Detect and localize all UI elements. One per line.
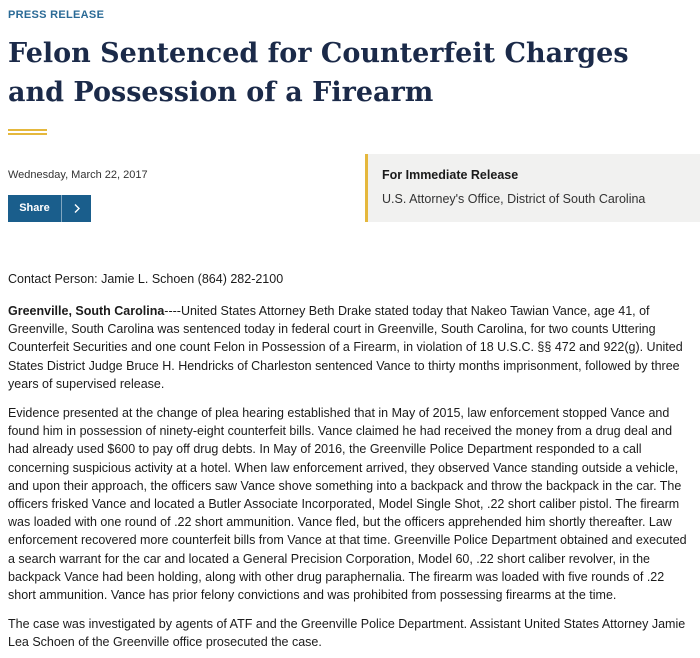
share-button[interactable] [8, 195, 91, 222]
body-paragraph-2: Evidence presented at the change of plea hearing established that in May of 2015, law enforcement stopped Vance and found him in possession of ninety-eight counterfeit bills. Vance claimed he had received the money from a drug deal and had already used $600 to pay off drug debts. In May of 2016, the Greenville Police Department responded to a call concerning suspicious activity at a hotel. When law enforcement arrived, they observed Vance standing outside a vehicle, and upon their approach, the officers saw Vance shove something into a backpack and throw the backpack in the car. The officers frisked Vance and located a Butler Associate Incorporated, Model Single Shot, .22 short caliber pistol. The firearm was loaded with one round of .22 short ammunition. Vance fled, but the officers apprehended him shortly thereafter. Law enforcement recovered more counterfeit bills from Vance at that time. Greenville Police Department obtained and executed a search warrant for the car and located a General Precision Corporation, Model 60, .22 short caliber revolver, in the backpack Vance had been holding, along with other drug paraphernalia. The firearm was loaded with five rounds of .22 short ammunition. Vance has prior felony convictions and was prohibited from possessing firearms at the time. [8, 406, 687, 603]
page-title: Felon Sentenced for Counterfeit Charges and Possession of a Firearm [8, 38, 629, 108]
release-info-box [365, 154, 700, 222]
body-paragraph-3: The case was investigated by agents of ATF and the Greenville Police Department. Assistant United States Attorney Jamie Lea Schoen of the Greenville office prosecuted the case. [8, 617, 686, 650]
release-box-office: U.S. Attorney's Office, District of South Carolina [382, 192, 646, 206]
eyebrow-label: PRESS RELEASE [8, 9, 105, 21]
chevron-right-icon [62, 203, 91, 214]
accent-rule-top [8, 129, 47, 131]
accent-rule-bottom [8, 133, 47, 135]
paragraph-1-text: ----United States Attorney Beth Drake stated today that Nakeo Tawian Vance, age 41, of Greenville, South Carolina was sentenced today in federal court in Greenville, South Carolina, for two counts Uttering Counterfeit Securities and one count Felon in Possession of a Firearm, in violation of 18 U.S.C. §§ 472 and 922(g). United States District Judge Bruce H. Hendricks of Charleston sentenced Vance to thirty months imprisonment, followed by three years of supervised release. [8, 304, 683, 391]
release-date: Wednesday, March 22, 2017 [8, 169, 148, 181]
body-paragraph-1 [8, 302, 694, 393]
dateline-location: Greenville, South Carolina [8, 304, 165, 318]
contact-person: Contact Person: Jamie L. Schoen (864) 282-2100 [8, 272, 284, 286]
share-button-label: Share [8, 195, 62, 222]
release-box-title: For Immediate Release [382, 168, 519, 182]
